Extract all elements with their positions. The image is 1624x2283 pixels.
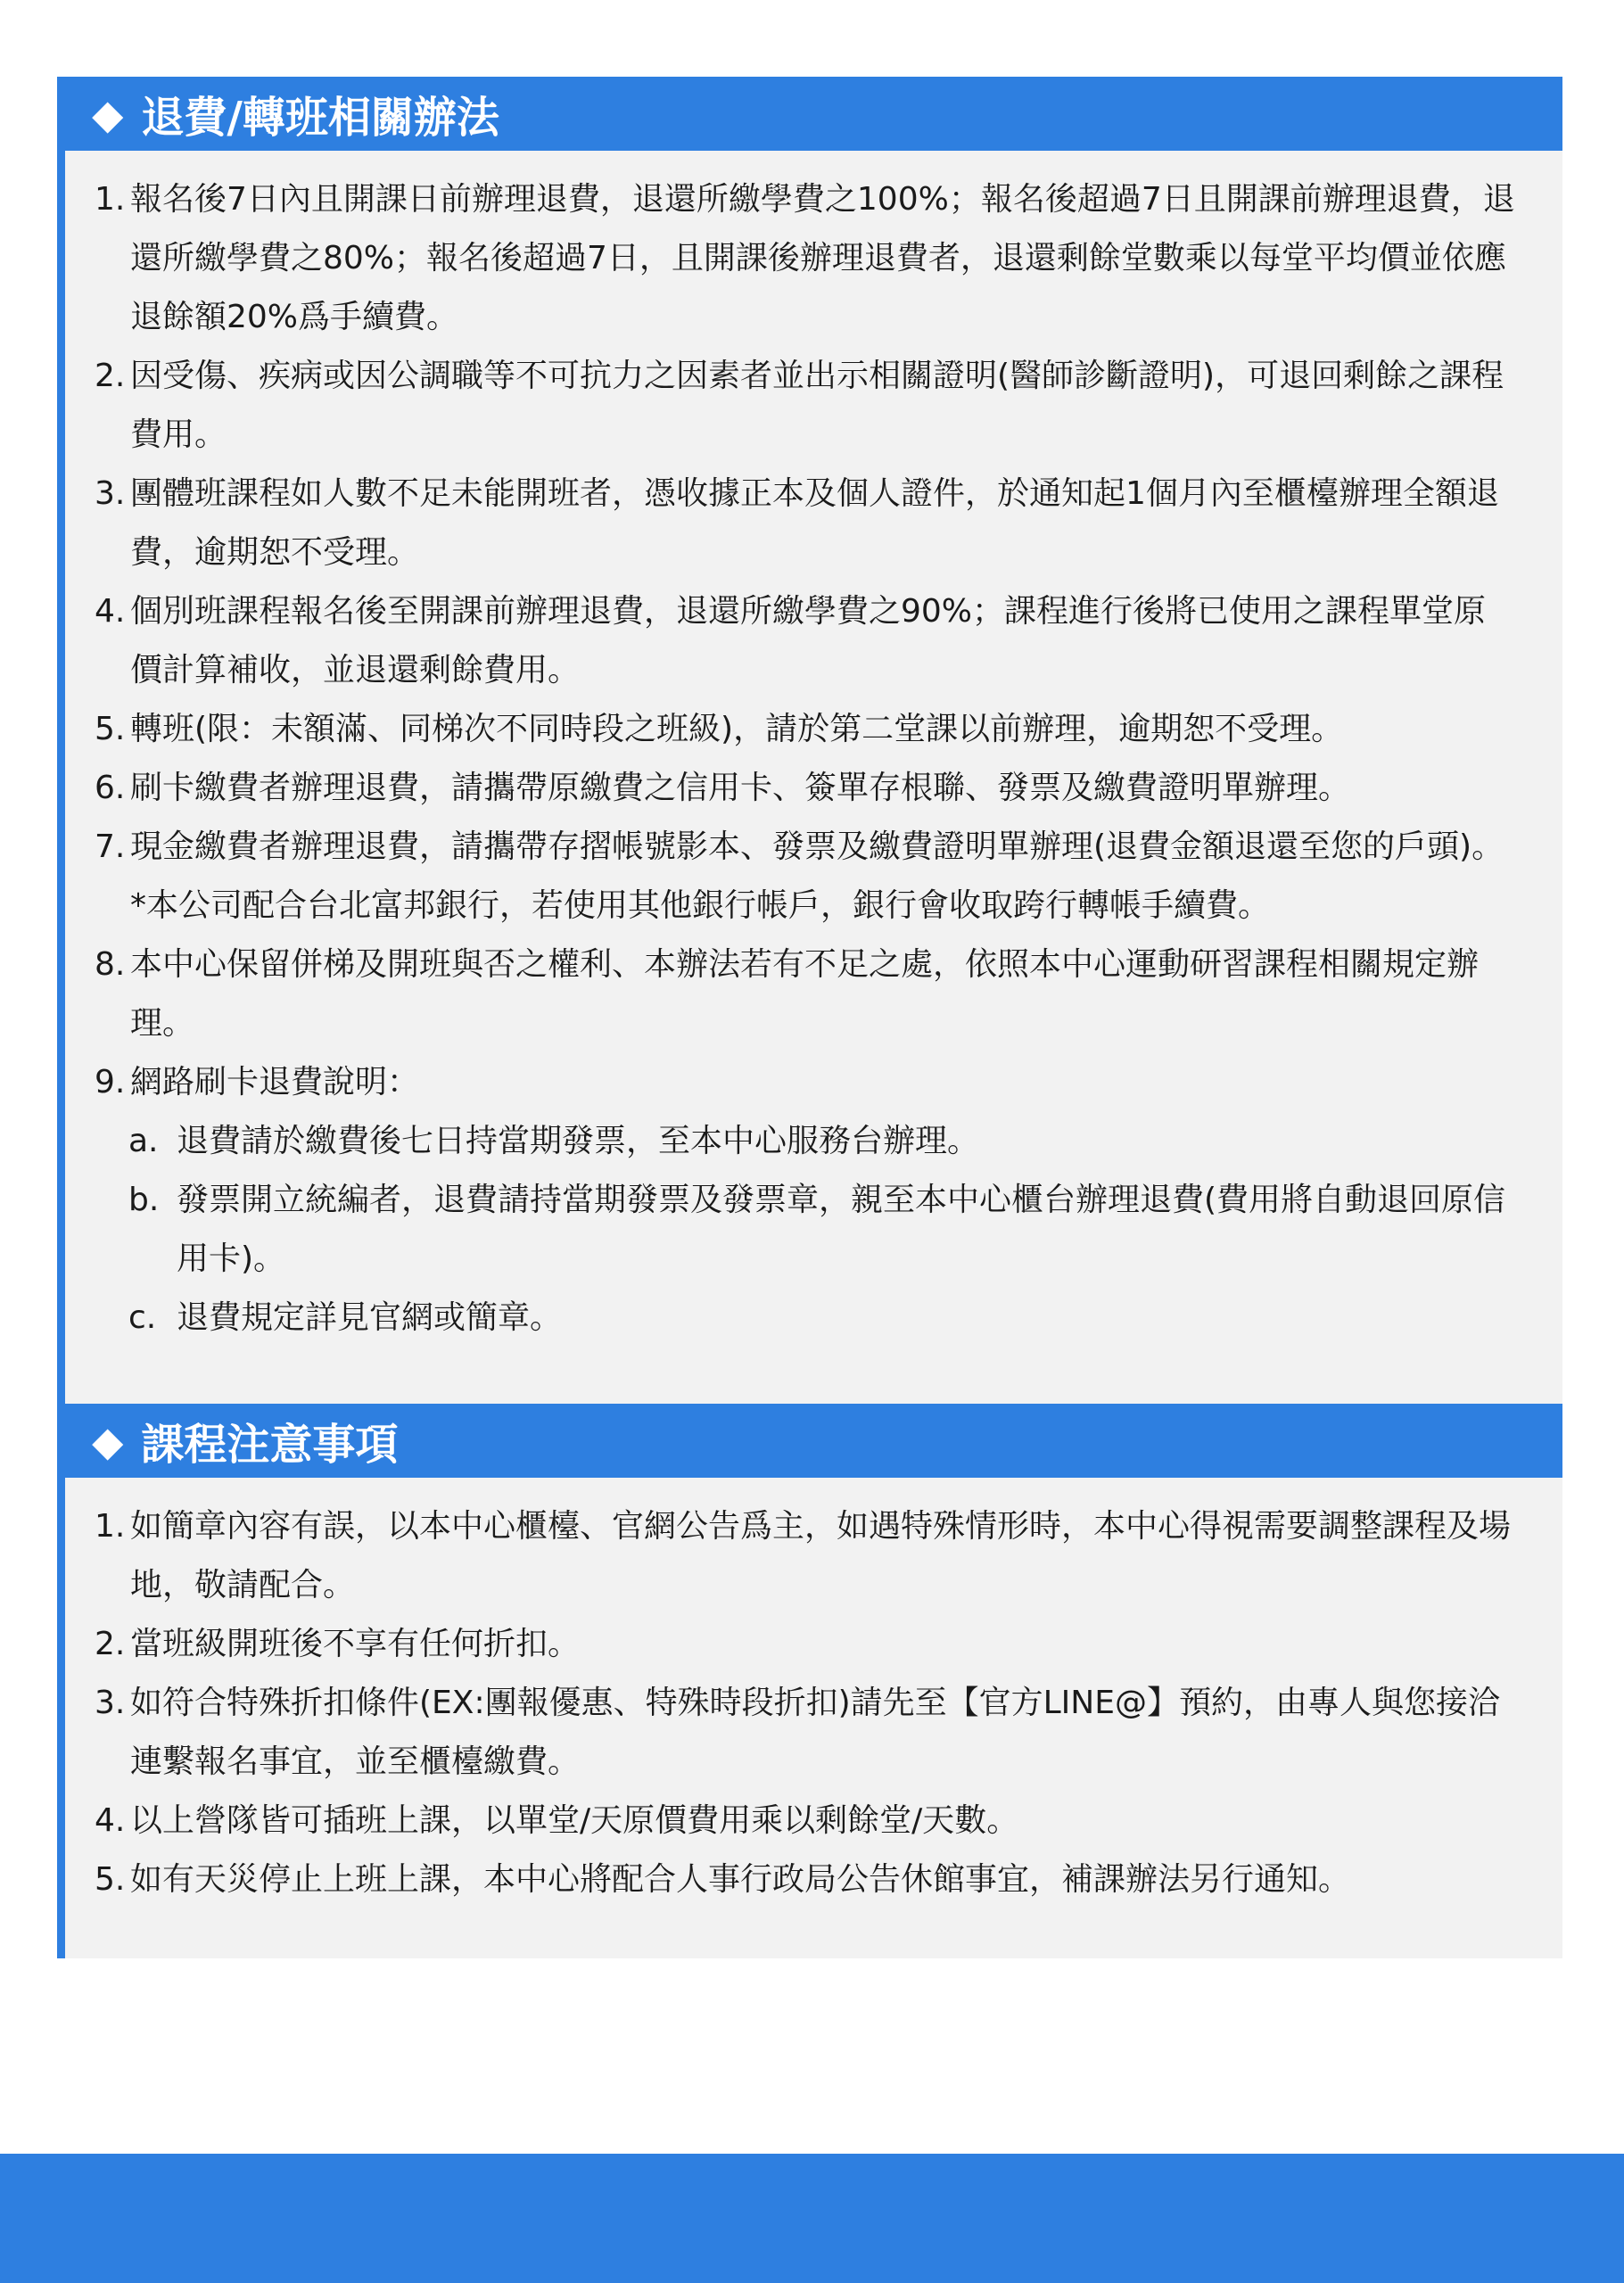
list-item: 5. 轉班(限：未額滿、同梯次不同時段之班級)，請於第二堂課以前辦理，逾期恕不受理。: [95, 711, 1344, 747]
list-item: 8. 本中心保留併梯及開班與否之權利、本辦法若有不足之處，依照本中心運動研習課程相關規定辦理。: [95, 946, 1480, 1042]
list-item: 5. 如有天災停止上班上課，本中心將配合人事行政局公告休館事宜，補課辦法另行通知。: [95, 1861, 1351, 1898]
list-item: 4. 個別班課程報名後至開課前辦理退費，退還所繳學費之90%；課程進行後將已使用之課程單堂原價計算補收，並退還剩餘費用。: [95, 593, 1487, 688]
list-item: 3. 如符合特殊折扣條件(EX:團報優惠、特殊時段折扣)請先至【官方LINE@】預約，由專人與您接洽連繫報名事宜，並至櫃檯繳費。: [95, 1685, 1500, 1780]
list-item: 1. 如簡章內容有誤，以本中心櫃檯、官網公告爲主，如遇特殊情形時，本中心得視需要調整課程及場地，敬請配合。: [95, 1508, 1512, 1603]
list-item: 6. 刷卡繳費者辦理退費，請攜帶原繳費之信用卡、簽單存根聯、發票及繳費證明單辦理。: [95, 770, 1351, 806]
section-body: [65, 1478, 1562, 1909]
sub-list-item: c. 退費規定詳見官網或簡章。: [128, 1299, 563, 1336]
diamond-icon: ◆: [92, 1416, 124, 1465]
sub-list-item: b. 發票開立統編者，退費請持當期發票及發票章，親至本中心櫃台辦理退費(費用將自動退回原信用卡)。: [128, 1182, 1506, 1277]
list-item: 1. 報名後7日內且開課日前辦理退費，退還所繳學費之100%；報名後超過7日且開課前辦理退費，退還所繳學費之80%；報名後超過7日，且開課後辦理退費者，退還剩餘堂數乘以每堂平均價並依應退餘額20%爲手續費。: [95, 181, 1515, 335]
list-item: 9. 網路刷卡退費說明：: [95, 1064, 420, 1100]
course-notes-section: [57, 1404, 1562, 1958]
section-header: [65, 77, 1562, 151]
list-item: 4. 以上營隊皆可插班上課，以單堂/天原價費用乘以剩餘堂/天數。: [95, 1802, 1019, 1839]
list-item: 2. 當班級開班後不享有任何折扣。: [95, 1626, 581, 1662]
footer-bar: [0, 2154, 1624, 2283]
section-body: [65, 151, 1562, 1348]
sub-list-item: a. 退費請於繳費後七日持當期發票，至本中心服務台辦理。: [128, 1123, 980, 1159]
section-title: 課程注意事項: [141, 1420, 399, 1470]
section-title: 退費/轉班相關辦法: [141, 93, 499, 143]
section-header: [65, 1404, 1562, 1478]
list-item: 3. 團體班課程如人數不足未能開班者，憑收據正本及個人證件，於通知起1個月內至櫃檯辦理全額退費，逾期恕不受理。: [95, 475, 1499, 571]
diamond-icon: ◆: [92, 89, 124, 138]
refund-transfer-section: [57, 77, 1562, 1405]
list-item: 7. 現金繳費者辦理退費，請攜帶存摺帳號影本、發票及繳費證明單辦理(退費金額退還至您的戶頭)。 *本公司配合台北富邦銀行，若使用其他銀行帳戶，銀行會收取跨行轉帳手續費。: [95, 828, 1504, 924]
list-item: 2. 因受傷、疾病或因公調職等不可抗力之因素者並出示相關證明(醫師診斷證明)，可退回剩餘之課程費用。: [95, 358, 1504, 453]
